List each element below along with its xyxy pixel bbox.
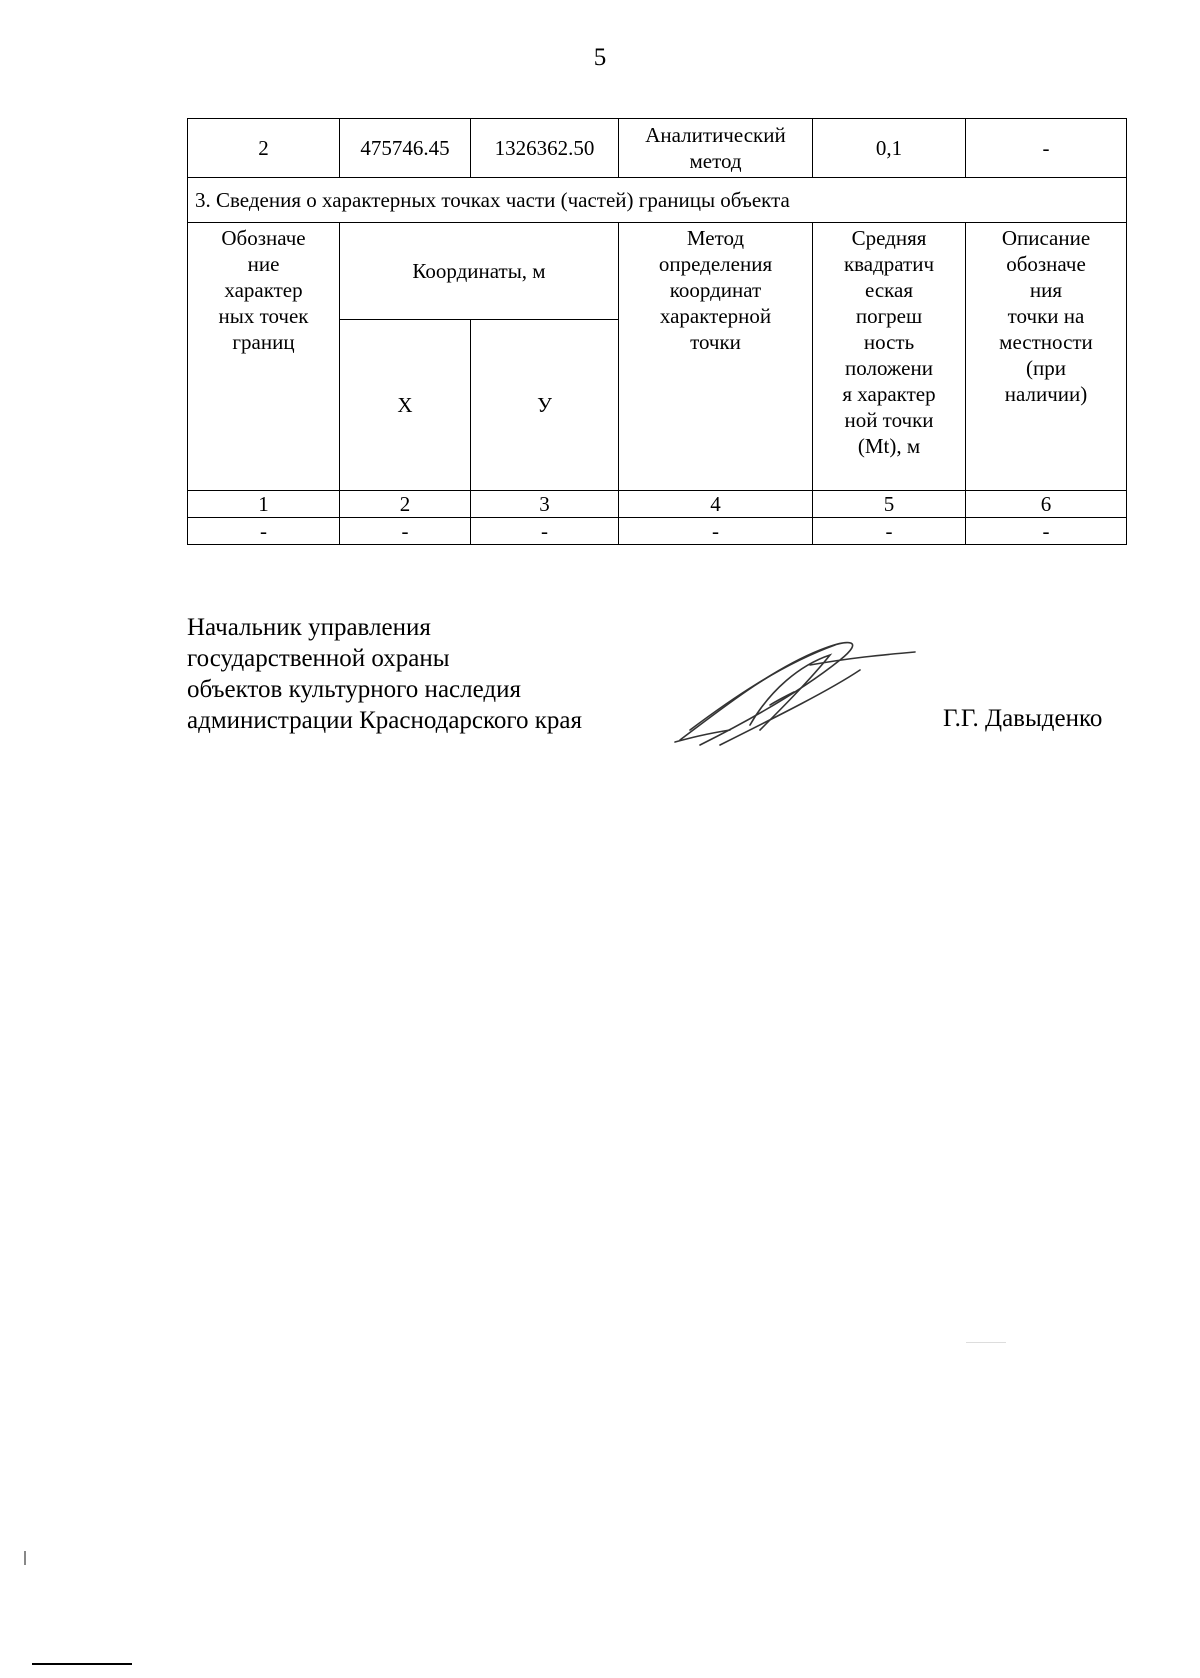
- empty-cell: -: [813, 518, 966, 545]
- header-accuracy: Средняя квадратич еская погреш ность положени я характер ной точки (Mt), м: [813, 223, 966, 491]
- column-number: 2: [340, 491, 471, 518]
- footer-line: [32, 1663, 132, 1665]
- header-description: Описание обозначе ния точки на местности (при наличии): [966, 223, 1127, 491]
- header-y: У: [471, 320, 619, 491]
- position-line: Начальник управления: [187, 614, 431, 641]
- x-coordinate-cell: 475746.45: [340, 119, 471, 178]
- position-line: государственной охраны: [187, 645, 450, 672]
- header-row: [188, 223, 1127, 320]
- empty-cell: -: [188, 518, 340, 545]
- scan-artifact: [966, 1342, 1006, 1343]
- table-row: [188, 119, 1127, 178]
- signer-position: [187, 612, 582, 736]
- empty-cell: -: [619, 518, 813, 545]
- section-row: [188, 178, 1127, 223]
- signer-name: Г.Г. Давыденко: [943, 705, 1103, 732]
- position-line: объектов культурного наследия: [187, 676, 521, 703]
- description-cell: -: [966, 119, 1127, 178]
- header-coordinates: Координаты, м: [340, 223, 619, 320]
- header-method: Метод определения координат характерной точки: [619, 223, 813, 491]
- column-number: 5: [813, 491, 966, 518]
- header-designation: Обозначе ние характер ных точек границ: [188, 223, 340, 491]
- point-number-cell: 2: [188, 119, 340, 178]
- y-coordinate-cell: 1326362.50: [471, 119, 619, 178]
- empty-cell: -: [471, 518, 619, 545]
- column-number: 1: [188, 491, 340, 518]
- handwritten-signature: [660, 630, 920, 760]
- position-line: администрации Краснодарского края: [187, 707, 583, 734]
- accuracy-cell: 0,1: [813, 119, 966, 178]
- page-number: 5: [593, 44, 607, 71]
- column-number-row: [188, 491, 1127, 518]
- table-row: [188, 518, 1127, 545]
- empty-cell: -: [966, 518, 1127, 545]
- section-title: 3. Сведения о характерных точках части (частей) границы объекта: [188, 178, 1127, 223]
- column-number: 4: [619, 491, 813, 518]
- margin-mark: [24, 1551, 26, 1565]
- empty-cell: -: [340, 518, 471, 545]
- header-x: X: [340, 320, 471, 491]
- method-cell: Аналитический метод: [619, 119, 813, 178]
- boundary-points-table: [187, 118, 1127, 545]
- column-number: 6: [966, 491, 1127, 518]
- column-number: 3: [471, 491, 619, 518]
